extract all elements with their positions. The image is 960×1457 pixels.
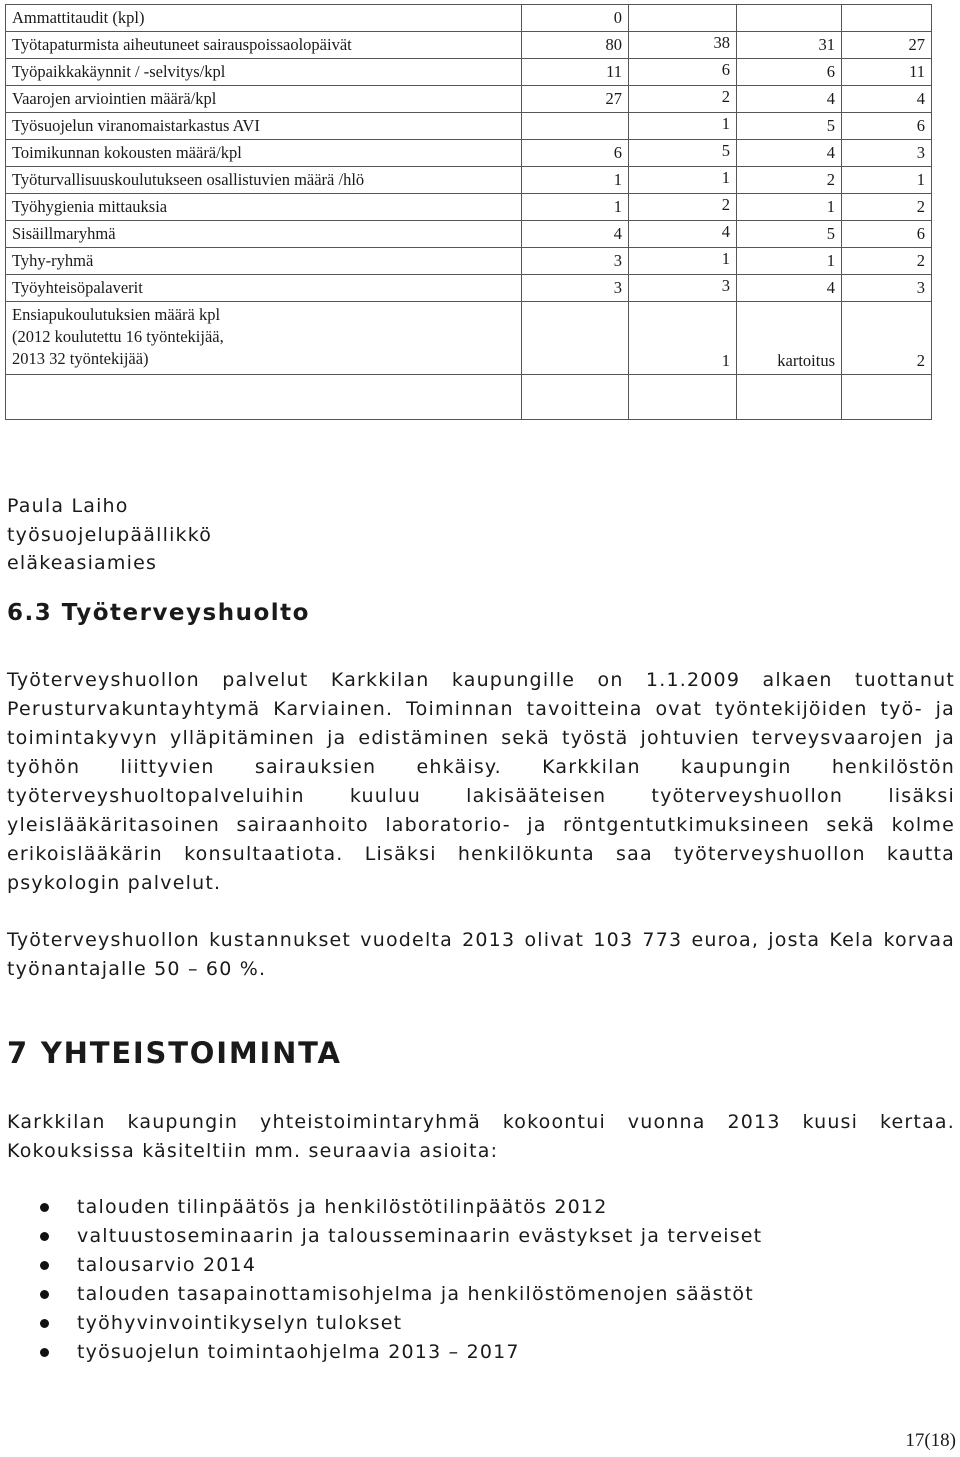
signature-title: eläkeasiamies [7, 552, 158, 574]
table-row [6, 32, 932, 59]
bullet-icon [40, 1290, 49, 1299]
table-row [6, 59, 932, 86]
table-cell: 0 [522, 5, 629, 32]
row-label: Ammattitaudit (kpl) [6, 5, 522, 32]
table-cell [842, 5, 932, 32]
row-label: Toimikunnan kokousten määrä/kpl [6, 140, 522, 167]
table-row [6, 194, 932, 221]
table-cell: 2 [737, 167, 842, 194]
table-cell: 31 [737, 32, 842, 59]
table-row-ensiapu [6, 302, 932, 375]
row-label: Vaarojen arviointien määrä/kpl [6, 86, 522, 113]
list-item-text: talouden tilinpäätös ja henkilöstötilinpäätös 2012 [77, 1196, 608, 1218]
table-cell-empty [737, 375, 842, 420]
table-cell: 1 [629, 113, 737, 140]
row-label [6, 302, 522, 375]
table-cell: 3 [522, 275, 629, 302]
row-label-line: Ensiapukoulutuksien määrä kpl [12, 305, 221, 324]
list-item [0, 1193, 940, 1222]
table-row [6, 140, 932, 167]
paragraph-cooperation: Karkkilan kaupungin yhteistoimintaryhmä kokoontui vuonna 2013 kuusi kertaa. Kokouksissa käsiteltiin mm. seuraavia asioita: [7, 1111, 955, 1162]
table-cell: 3 [629, 275, 737, 302]
table-cell: 2 [842, 302, 932, 375]
table-cell: 5 [737, 221, 842, 248]
table-cell [629, 5, 737, 32]
table-row [6, 5, 932, 32]
list-item-text: talouden tasapainottamisohjelma ja henkilöstömenojen säästöt [77, 1283, 754, 1305]
table-cell: 4 [737, 86, 842, 113]
table-cell-empty [522, 375, 629, 420]
list-item [0, 1338, 940, 1367]
table-cell: 4 [629, 221, 737, 248]
table-cell: 1 [737, 248, 842, 275]
bullet-icon [40, 1232, 49, 1241]
table-cell: 80 [522, 32, 629, 59]
row-label: Työhygienia mittauksia [6, 194, 522, 221]
list-item-text: työsuojelun toimintaohjelma 2013 – 2017 [77, 1341, 520, 1363]
table-cell: 6 [737, 59, 842, 86]
table-row [6, 275, 932, 302]
row-label-line: (2012 koulutettu 16 työntekijää, [12, 327, 224, 346]
row-label: Työturvallisuuskoulutukseen osallistuvien määrä /hlö [6, 167, 522, 194]
table-cell: 1 [522, 167, 629, 194]
table-cell: 4 [737, 140, 842, 167]
bullet-icon [40, 1348, 49, 1357]
table-cell: 1 [522, 194, 629, 221]
table-row [6, 167, 932, 194]
table-cell [737, 5, 842, 32]
table-cell [522, 302, 629, 375]
table-row-empty [6, 375, 932, 420]
row-label: Työpaikkakäynnit / -selvitys/kpl [6, 59, 522, 86]
list-item-text: talousarvio 2014 [77, 1254, 257, 1276]
list-item [0, 1251, 940, 1280]
table-cell: 11 [522, 59, 629, 86]
table-cell: 3 [842, 140, 932, 167]
table-cell: 2 [629, 194, 737, 221]
table-cell: 4 [522, 221, 629, 248]
table-cell: 27 [842, 32, 932, 59]
table-cell: 1 [629, 302, 737, 375]
table-cell: 1 [629, 167, 737, 194]
bullet-icon [40, 1203, 49, 1212]
table-cell: 2 [842, 194, 932, 221]
table-cell: 4 [842, 86, 932, 113]
list-item [0, 1222, 940, 1251]
list-item [0, 1309, 940, 1338]
signature-name: Paula Laiho [7, 495, 129, 517]
paragraph-costs: Työterveyshuollon kustannukset vuodelta 2013 olivat 103 773 euroa, josta Kela korvaa työnantajalle 50 – 60 %. [7, 929, 955, 980]
main-heading: 7 YHTEISTOIMINTA [7, 1036, 342, 1070]
row-label: Tyhy-ryhmä [6, 248, 522, 275]
table-cell: 5 [737, 113, 842, 140]
list-item-text: valtuustoseminaarin ja talousseminaarin evästykset ja terveiset [77, 1225, 763, 1247]
table-cell: 6 [522, 140, 629, 167]
table-cell: 6 [842, 221, 932, 248]
signature-block [7, 492, 955, 578]
page-number: 17(18) [905, 1430, 956, 1451]
table-cell: 1 [842, 167, 932, 194]
table-cell: 3 [842, 275, 932, 302]
table-cell-empty [629, 375, 737, 420]
table-cell: 11 [842, 59, 932, 86]
table-cell: 5 [629, 140, 737, 167]
table-cell-empty [6, 375, 522, 420]
topics-list [0, 1193, 940, 1367]
table-cell: 27 [522, 86, 629, 113]
table-cell: 2 [629, 86, 737, 113]
table-cell-empty [842, 375, 932, 420]
statistics-table [5, 4, 932, 420]
row-label: Työtapaturmista aiheutuneet sairauspoissaolopäivät [6, 32, 522, 59]
table-body [6, 5, 932, 420]
table-row [6, 86, 932, 113]
table-cell: kartoitus [737, 302, 842, 375]
row-label: Työyhteisöpalaverit [6, 275, 522, 302]
paragraph-occupational-health: Työterveyshuollon palvelut Karkkilan kaupungille on 1.1.2009 alkaen tuottanut Perusturvakuntayhtymä Karviainen. Toiminnan tavoitteina ovat työntekijöiden työ- ja toimintakyvyn ylläpitäminen ja edistäminen sekä työstä johtuvien terveysvaarojen ja työhön liittyvien sairauksien ehkäisy. Karkkilan kaupungin henkilöstön työterveyshuoltopalveluihin kuuluu lakisääteisen työterveyshuollon lisäksi yleislääkäritasoinen sairaanhoito laboratorio- ja röntgentutkimuksineen sekä kolme erikoislääkärin konsultaatiota. Lisäksi henkilökunta saa työterveyshuollon kautta psykologin palvelut. [7, 669, 955, 894]
table-cell: 1 [629, 248, 737, 275]
table-cell: 2 [842, 248, 932, 275]
row-label: Sisäillmaryhmä [6, 221, 522, 248]
table-cell: 4 [737, 275, 842, 302]
table-cell: 38 [629, 32, 737, 59]
table-cell: 3 [522, 248, 629, 275]
bullet-icon [40, 1261, 49, 1270]
section-heading: 6.3 Työterveyshuolto [7, 600, 310, 626]
table-cell [522, 113, 629, 140]
row-label: Työsuojelun viranomaistarkastus AVI [6, 113, 522, 140]
table-row [6, 221, 932, 248]
list-item-text: työhyvinvointikyselyn tulokset [77, 1312, 403, 1334]
table-cell: 6 [629, 59, 737, 86]
table-row [6, 113, 932, 140]
table-cell: 1 [737, 194, 842, 221]
bullet-icon [40, 1319, 49, 1328]
table-row [6, 248, 932, 275]
table-cell: 6 [842, 113, 932, 140]
signature-title: työsuojelupäällikkö [7, 523, 213, 546]
row-label-line: 2013 32 työntekijää) [12, 349, 149, 368]
list-item [0, 1280, 940, 1309]
